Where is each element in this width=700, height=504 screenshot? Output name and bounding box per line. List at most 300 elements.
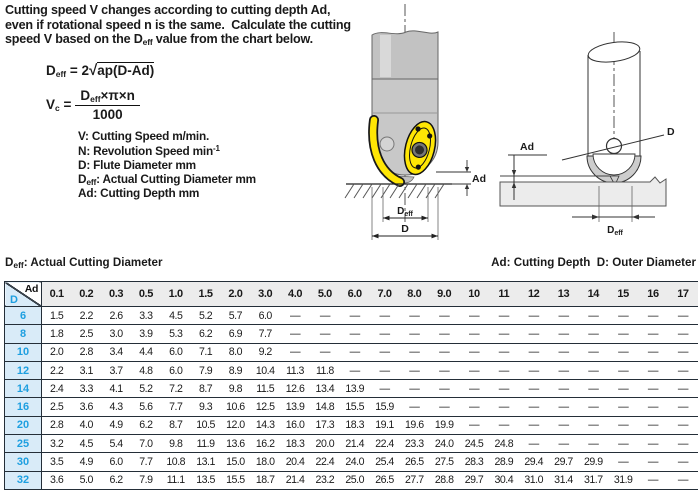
deff-value-cell: 23.2: [310, 471, 340, 489]
d-row-header: 8: [5, 325, 42, 343]
deff-value-cell: —: [608, 380, 638, 398]
deff-value-cell: 9.8: [161, 435, 191, 453]
deff-schematic-diagram: [492, 18, 700, 238]
deff-value-cell: 21.4: [280, 471, 310, 489]
d-row-header: 14: [5, 380, 42, 398]
ad-header-cell: 0.1: [42, 282, 72, 307]
ad-header-cell: 11: [489, 282, 519, 307]
definition-d: D: Flute Diameter mm: [78, 157, 196, 172]
deff-value-cell: —: [459, 307, 489, 325]
table-row: [5, 416, 699, 434]
deff-value-cell: 10.6: [220, 398, 250, 416]
deff-value-cell: —: [370, 343, 400, 361]
deff-value-cell: —: [370, 380, 400, 398]
deff-value-cell: 3.2: [42, 435, 72, 453]
deff-value-cell: 4.4: [131, 343, 161, 361]
deff-value-cell: 14.8: [310, 398, 340, 416]
deff-value-cell: 5.4: [101, 435, 131, 453]
deff-value-cell: 4.9: [71, 453, 101, 471]
deff-value-cell: —: [549, 398, 579, 416]
deff-value-cell: 1.8: [42, 325, 72, 343]
deff-value-cell: —: [370, 307, 400, 325]
deff-value-cell: 5.6: [131, 398, 161, 416]
deff-value-cell: —: [519, 343, 549, 361]
deff-value-cell: 28.8: [429, 471, 459, 489]
deff-value-cell: —: [310, 343, 340, 361]
ad-header-cell: 13: [549, 282, 579, 307]
ad-header-cell: 12: [519, 282, 549, 307]
deff-value-cell: —: [638, 343, 668, 361]
deff-value-cell: —: [519, 361, 549, 379]
deff-value-cell: 6.0: [161, 343, 191, 361]
deff-value-cell: —: [459, 416, 489, 434]
deff-value-cell: —: [489, 380, 519, 398]
deff-value-cell: —: [519, 416, 549, 434]
ad-header-cell: 2.0: [220, 282, 250, 307]
deff-value-cell: 11.8: [310, 361, 340, 379]
deff-value-cell: —: [340, 361, 370, 379]
ad-header-cell: 14: [578, 282, 608, 307]
d-label: D: [401, 223, 409, 235]
deff-value-cell: —: [668, 325, 698, 343]
deff-value-cell: —: [608, 398, 638, 416]
deff-value-cell: 24.0: [340, 453, 370, 471]
deff-value-cell: 3.7: [101, 361, 131, 379]
ad-header-cell: 3.0: [250, 282, 280, 307]
table-row: [5, 471, 699, 489]
deff-value-cell: 8.0: [220, 343, 250, 361]
deff-value-cell: —: [459, 343, 489, 361]
deff-value-cell: 2.5: [71, 325, 101, 343]
deff-value-cell: —: [608, 307, 638, 325]
deff-value-cell: 16.0: [280, 416, 310, 434]
deff-value-cell: 2.8: [42, 416, 72, 434]
deff-value-cell: —: [578, 325, 608, 343]
deff-value-cell: 6.0: [101, 453, 131, 471]
deff-value-cell: 3.6: [42, 471, 72, 489]
deff-value-cell: 11.9: [191, 435, 221, 453]
deff-value-cell: 12.5: [250, 398, 280, 416]
table-row: [5, 307, 699, 325]
ad-header-cell: 4.0: [280, 282, 310, 307]
deff-value-cell: —: [280, 307, 310, 325]
d-label: D: [667, 126, 675, 138]
ad-header-cell: 1.0: [161, 282, 191, 307]
deff-value-cell: 7.9: [131, 471, 161, 489]
deff-value-cell: —: [668, 380, 698, 398]
deff-value-cell: 20.0: [310, 435, 340, 453]
vc-formula: $V_c$ = $\frac{D_{eff}\times\pi\times n}{1000}$: [46, 88, 140, 122]
table-row: [5, 453, 699, 471]
deff-value-cell: —: [638, 453, 668, 471]
deff-value-cell: —: [459, 361, 489, 379]
ad-header-cell: 17: [668, 282, 698, 307]
deff-value-cell: 28.3: [459, 453, 489, 471]
deff-value-cell: —: [519, 307, 549, 325]
deff-value-cell: 17.3: [310, 416, 340, 434]
deff-value-cell: —: [280, 343, 310, 361]
deff-value-cell: 15.5: [220, 471, 250, 489]
ad-header-cell: 16: [638, 282, 668, 307]
ad-arrow-up: [465, 184, 469, 189]
deff-value-cell: 3.4: [101, 343, 131, 361]
deff-value-cell: —: [668, 361, 698, 379]
deff-value-cell: —: [638, 471, 668, 489]
table-row: [5, 325, 699, 343]
deff-value-cell: —: [399, 398, 429, 416]
deff-value-cell: 22.4: [370, 435, 400, 453]
deff-value-cell: 10.8: [161, 453, 191, 471]
deff-value-cell: 16.2: [250, 435, 280, 453]
deff-value-cell: 31.9: [608, 471, 638, 489]
deff-value-cell: 4.5: [161, 307, 191, 325]
deff-value-cell: 5.7: [220, 307, 250, 325]
deff-value-cell: 8.7: [191, 380, 221, 398]
deff-value-cell: —: [459, 398, 489, 416]
deff-value-cell: 28.9: [489, 453, 519, 471]
deff-value-cell: —: [340, 307, 370, 325]
deff-value-cell: —: [399, 343, 429, 361]
deff-value-cell: —: [489, 416, 519, 434]
deff-value-cell: 14.3: [250, 416, 280, 434]
ad-header-cell: 1.5: [191, 282, 221, 307]
deff-value-cell: 6.0: [161, 361, 191, 379]
deff-value-cell: 3.3: [71, 380, 101, 398]
deff-value-cell: —: [638, 307, 668, 325]
deff-value-cell: —: [668, 398, 698, 416]
deff-value-cell: —: [638, 398, 668, 416]
deff-value-cell: 4.8: [131, 361, 161, 379]
deff-value-cell: 9.8: [220, 380, 250, 398]
deff-value-cell: —: [370, 361, 400, 379]
d-row-header: 20: [5, 416, 42, 434]
deff-value-cell: 12.0: [220, 416, 250, 434]
deff-value-cell: 24.0: [429, 435, 459, 453]
hatching: [345, 184, 444, 198]
deff-value-cell: 18.3: [340, 416, 370, 434]
d-row-header: 6: [5, 307, 42, 325]
tool-top-ellipse: [587, 39, 641, 65]
deff-label: $D_{eff}$: [397, 206, 413, 218]
deff-value-cell: —: [668, 416, 698, 434]
d-row-header: 16: [5, 398, 42, 416]
deff-value-cell: 3.0: [101, 325, 131, 343]
deff-value-cell: 13.9: [340, 380, 370, 398]
deff-value-cell: 26.5: [399, 453, 429, 471]
deff-value-cell: 3.1: [71, 361, 101, 379]
deff-value-cell: —: [668, 435, 698, 453]
deff-value-cell: 2.8: [71, 343, 101, 361]
corner-cell: [5, 282, 42, 307]
deff-value-cell: 27.5: [429, 453, 459, 471]
d-row-header: 32: [5, 471, 42, 489]
deff-value-cell: 19.9: [429, 416, 459, 434]
deff-value-cell: —: [429, 343, 459, 361]
deff-value-cell: 7.1: [191, 343, 221, 361]
definition-v: V: Cutting Speed m/min.: [78, 129, 210, 143]
deff-value-cell: —: [310, 307, 340, 325]
deff-value-cell: —: [668, 471, 698, 489]
deff-value-cell: 3.6: [71, 398, 101, 416]
deff-value-cell: 11.5: [250, 380, 280, 398]
deff-value-cell: 4.9: [101, 416, 131, 434]
deff-value-cell: —: [429, 398, 459, 416]
ad-label: Ad: [520, 141, 534, 153]
deff-value-cell: 29.4: [519, 453, 549, 471]
deff-value-cell: —: [370, 325, 400, 343]
deff-value-cell: 1.5: [42, 307, 72, 325]
deff-value-cell: 24.8: [489, 435, 519, 453]
deff-value-cell: 4.5: [71, 435, 101, 453]
deff-value-cell: 2.4: [42, 380, 72, 398]
deff-value-cell: 18.7: [250, 471, 280, 489]
deff-value-cell: —: [429, 380, 459, 398]
deff-value-cell: 15.0: [220, 453, 250, 471]
deff-value-cell: 29.7: [549, 453, 579, 471]
definition-n: N: Revolution Speed $\min^{-1}$: [78, 143, 220, 158]
deff-value-cell: 5.2: [191, 307, 221, 325]
deff-value-cell: —: [578, 398, 608, 416]
d-row-header: 25: [5, 435, 42, 453]
deff-table: [4, 281, 698, 490]
deff-value-cell: 26.5: [370, 471, 400, 489]
table-row: [5, 398, 699, 416]
ad-header-cell: 0.3: [101, 282, 131, 307]
deff-value-cell: —: [519, 398, 549, 416]
deff-value-cell: —: [399, 307, 429, 325]
deff-value-cell: —: [608, 435, 638, 453]
deff-value-cell: 13.1: [191, 453, 221, 471]
table-row: [5, 435, 699, 453]
d-row-header: 10: [5, 343, 42, 361]
deff-value-cell: 2.0: [42, 343, 72, 361]
ad-dimension: [436, 160, 471, 196]
deff-value-cell: 7.2: [161, 380, 191, 398]
deff-value-cell: 31.7: [578, 471, 608, 489]
intro-line-3: speed V based on the $D_{eff}$ value from the chart below.: [5, 32, 313, 48]
deff-value-cell: 2.2: [71, 307, 101, 325]
deff-value-cell: —: [549, 380, 579, 398]
table-caption-right: Ad: Cutting Depth D: Outer Diameter: [491, 256, 696, 269]
corner-ad-label: Ad: [24, 283, 38, 295]
deff-value-cell: —: [638, 380, 668, 398]
deff-value-cell: —: [578, 343, 608, 361]
deff-value-cell: 5.0: [71, 471, 101, 489]
deff-value-cell: —: [489, 361, 519, 379]
deff-value-cell: 9.3: [191, 398, 221, 416]
deff-value-cell: —: [549, 361, 579, 379]
deff-value-cell: 13.6: [220, 435, 250, 453]
deff-value-cell: —: [549, 416, 579, 434]
deff-value-cell: 13.4: [310, 380, 340, 398]
deff-value-cell: —: [399, 361, 429, 379]
deff-value-cell: 4.0: [71, 416, 101, 434]
deff-value-cell: —: [489, 343, 519, 361]
deff-value-cell: —: [489, 398, 519, 416]
deff-value-cell: 19.1: [370, 416, 400, 434]
deff-value-cell: —: [578, 361, 608, 379]
deff-value-cell: 6.2: [131, 416, 161, 434]
deff-value-cell: 7.0: [131, 435, 161, 453]
deff-value-cell: —: [638, 435, 668, 453]
deff-value-cell: 11.3: [280, 361, 310, 379]
deff-value-cell: 6.2: [191, 325, 221, 343]
ad-header-row: [5, 282, 699, 307]
deff-value-cell: 7.7: [161, 398, 191, 416]
ad-header-cell: 7.0: [370, 282, 400, 307]
deff-value-cell: —: [549, 435, 579, 453]
ad-header-cell: 0.5: [131, 282, 161, 307]
deff-value-cell: —: [608, 361, 638, 379]
deff-value-cell: 7.7: [131, 453, 161, 471]
deff-value-cell: 18.3: [280, 435, 310, 453]
workpiece: [500, 177, 666, 206]
deff-value-cell: 21.4: [340, 435, 370, 453]
table-row: [5, 361, 699, 379]
deff-value-cell: —: [489, 325, 519, 343]
deff-value-cell: —: [578, 416, 608, 434]
table-caption-left: $D_{eff}$: Actual Cutting Diameter: [5, 256, 163, 270]
deff-value-cell: —: [638, 325, 668, 343]
deff-value-cell: 6.0: [250, 307, 280, 325]
deff-value-cell: 10.5: [191, 416, 221, 434]
deff-value-cell: 11.1: [161, 471, 191, 489]
deff-value-cell: 30.4: [489, 471, 519, 489]
deff-value-cell: 20.4: [280, 453, 310, 471]
deff-value-cell: —: [578, 435, 608, 453]
deff-value-cell: —: [549, 307, 579, 325]
deff-value-cell: —: [399, 325, 429, 343]
deff-value-cell: —: [608, 453, 638, 471]
deff-value-cell: 6.2: [101, 471, 131, 489]
deff-value-cell: 8.7: [161, 416, 191, 434]
ad-header-cell: 10: [459, 282, 489, 307]
deff-value-cell: 19.6: [399, 416, 429, 434]
deff-value-cell: —: [340, 343, 370, 361]
corner-d-label: D: [10, 294, 18, 306]
deff-value-cell: —: [608, 343, 638, 361]
deff-value-cell: —: [429, 307, 459, 325]
deff-value-cell: 7.7: [250, 325, 280, 343]
intro-text: [5, 3, 357, 48]
ad-header-cell: 15: [608, 282, 638, 307]
ad-arrow-down: [465, 167, 469, 172]
deff-value-cell: —: [519, 380, 549, 398]
deff-value-cell: 2.5: [42, 398, 72, 416]
deff-value-cell: —: [578, 380, 608, 398]
definitions-list: [78, 130, 256, 201]
deff-value-cell: —: [578, 307, 608, 325]
deff-value-cell: 18.0: [250, 453, 280, 471]
deff-value-cell: 3.5: [42, 453, 72, 471]
deff-value-cell: 13.9: [280, 398, 310, 416]
deff-value-cell: 24.5: [459, 435, 489, 453]
d-row-header: 12: [5, 361, 42, 379]
deff-value-cell: —: [429, 361, 459, 379]
deff-value-cell: 4.1: [101, 380, 131, 398]
deff-value-cell: —: [638, 416, 668, 434]
ad-header-cell: 8.0: [399, 282, 429, 307]
deff-value-cell: —: [519, 435, 549, 453]
deff-value-cell: —: [280, 325, 310, 343]
deff-value-cell: 6.9: [220, 325, 250, 343]
intro-line-2: even if rotational speed n is the same. Calculate the cutting: [5, 17, 351, 32]
deff-value-cell: 2.6: [101, 307, 131, 325]
deff-value-cell: —: [459, 325, 489, 343]
deff-value-cell: 7.9: [191, 361, 221, 379]
deff-value-cell: 27.7: [399, 471, 429, 489]
intro-line-1: Cutting speed V changes according to cutting depth Ad,: [5, 3, 331, 17]
deff-value-cell: —: [399, 380, 429, 398]
deff-value-cell: 10.4: [250, 361, 280, 379]
ad-header-cell: 0.2: [71, 282, 101, 307]
deff-value-cell: —: [608, 416, 638, 434]
deff-value-cell: 3.3: [131, 307, 161, 325]
deff-value-cell: —: [668, 343, 698, 361]
radical-sign: √: [89, 62, 98, 79]
deff-value-cell: 29.9: [578, 453, 608, 471]
deff-value-cell: 5.3: [161, 325, 191, 343]
deff-value-cell: —: [459, 380, 489, 398]
deff-value-cell: —: [429, 325, 459, 343]
deff-label: $D_{eff}$: [607, 225, 623, 237]
deff-value-cell: 31.0: [519, 471, 549, 489]
deff-value-cell: 31.4: [549, 471, 579, 489]
deff-value-cell: —: [489, 307, 519, 325]
deff-value-cell: —: [549, 343, 579, 361]
d-row-header: 30: [5, 453, 42, 471]
deff-value-cell: 15.5: [340, 398, 370, 416]
endmill-cutting-diagram: [340, 0, 488, 250]
deff-value-cell: 13.5: [191, 471, 221, 489]
insert-seat-hole: [380, 137, 394, 151]
deff-value-cell: —: [638, 361, 668, 379]
deff-value-cell: —: [549, 325, 579, 343]
deff-value-cell: 15.9: [370, 398, 400, 416]
shank-highlight: [380, 35, 391, 77]
deff-value-cell: —: [608, 325, 638, 343]
deff-value-cell: —: [519, 325, 549, 343]
deff-value-cell: 25.0: [340, 471, 370, 489]
table-row: [5, 343, 699, 361]
fraction: $\frac{D_{eff}\times\pi\times n}{1000}$: [75, 88, 140, 122]
definition-deff: $D_{eff}$: Actual Cutting Diameter mm: [78, 171, 256, 187]
deff-value-cell: 22.4: [310, 453, 340, 471]
deff-value-cell: 8.9: [220, 361, 250, 379]
table-row: [5, 380, 699, 398]
ad-header-cell: 6.0: [340, 282, 370, 307]
deff-formula: $D_{eff} = 2√ap(D-Ad)$: [46, 62, 155, 79]
deff-value-cell: —: [668, 307, 698, 325]
deff-value-cell: 2.2: [42, 361, 72, 379]
ad-header-cell: 5.0: [310, 282, 340, 307]
deff-value-cell: 29.7: [459, 471, 489, 489]
ad-label: Ad: [472, 173, 486, 185]
table-body: [5, 307, 699, 490]
deff-value-cell: —: [668, 453, 698, 471]
deff-value-cell: 4.3: [101, 398, 131, 416]
deff-value-cell: 3.9: [131, 325, 161, 343]
definition-ad: Ad: Cutting Depth mm: [78, 185, 200, 200]
deff-value-cell: 25.4: [370, 453, 400, 471]
deff-value-cell: 9.2: [250, 343, 280, 361]
deff-value-cell: —: [340, 325, 370, 343]
ad-header-cell: 9.0: [429, 282, 459, 307]
deff-value-cell: 12.6: [280, 380, 310, 398]
deff-value-cell: 5.2: [131, 380, 161, 398]
deff-value-cell: —: [310, 325, 340, 343]
deff-value-cell: 23.3: [399, 435, 429, 453]
